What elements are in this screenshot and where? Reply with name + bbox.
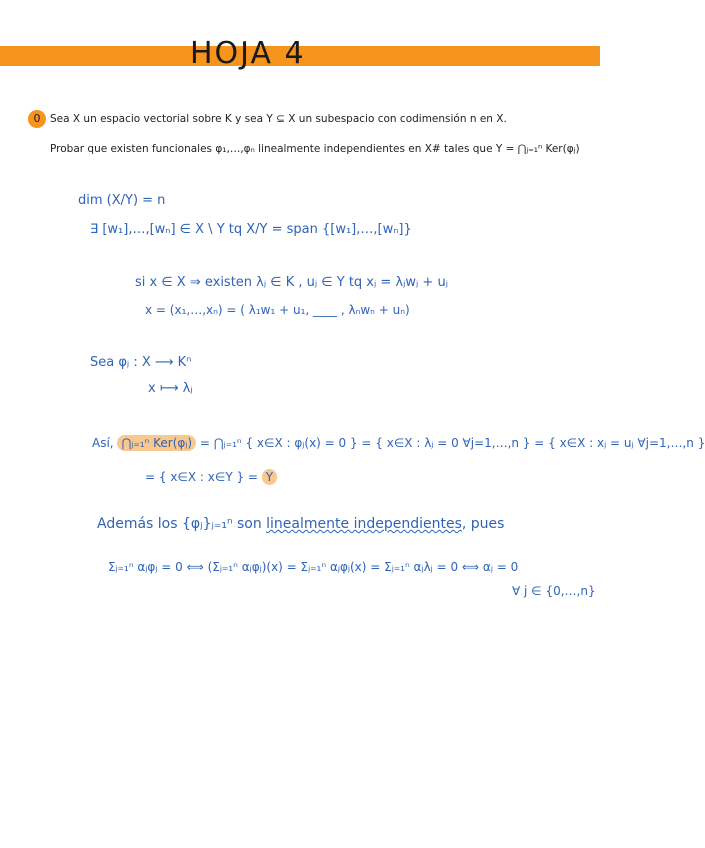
proof-line-define-functional: Sea φⱼ : X ⟶ Kⁿ: [90, 355, 192, 370]
proof-line-functional-map: x ⟼ λⱼ: [148, 381, 193, 396]
proof-line-coordinates: x = (x₁,…,xₙ) = ( λ₁w₁ + u₁, ____ , λₙwₙ + uₙ): [145, 303, 410, 317]
proof-line-decomposition: si x ∈ X ⇒ existen λⱼ ∈ K , uⱼ ∈ Y tq xⱼ = λⱼwⱼ + uⱼ: [135, 275, 448, 290]
kernel-intersection-highlight: ⋂ⱼ₌₁ⁿ Ker(φⱼ): [117, 435, 196, 451]
proof-line-forall: ∀ j ∈ {0,…,n}: [512, 584, 596, 598]
page-title: HOJA 4: [190, 36, 306, 71]
proof-line-independence: [97, 516, 504, 532]
proof-line-intersection: [92, 436, 705, 450]
proof-line-linear-combination: Σⱼ₌₁ⁿ αⱼφⱼ = 0 ⟺ (Σⱼ₌₁ⁿ αⱼφⱼ)(x) = Σⱼ₌₁ⁿ αⱼφⱼ(x) = Σⱼ₌₁ⁿ αⱼλⱼ = 0 ⟺ αⱼ = 0: [108, 560, 519, 574]
problem-statement-line-2: Probar que existen funcionales φ₁,…,φₙ linealmente independientes en X# tales que Y = ⋂ⱼ₌₁ⁿ Ker(φⱼ): [50, 143, 580, 155]
y-highlight: Y: [262, 469, 277, 485]
linealmente-independientes-text: linealmente independientes: [266, 516, 462, 532]
intersection-equalities: = ⋂ⱼ₌₁ⁿ { x∈X : φⱼ(x) = 0 } = { x∈X : λⱼ = 0 ∀j=1,…,n } = { x∈X : xⱼ = uⱼ ∀j=1,…,n }: [199, 436, 705, 450]
ademas-text: Además los {φⱼ}ⱼ₌₁ⁿ son: [97, 516, 262, 532]
pues-text: , pues: [461, 516, 505, 532]
problem-statement-line-1: Sea X un espacio vectorial sobre K y sea Y ⊆ X un subespacio con codimensión n en X.: [50, 113, 507, 125]
proof-line-dim: dim (X/Y) = n: [78, 193, 166, 208]
proof-line-basis: ∃ [w₁],…,[wₙ] ∈ X \ Y tq X/Y = span {[w₁],…,[wₙ]}: [90, 222, 412, 237]
set-equals-y: = { x∈X : x∈Y } =: [145, 470, 258, 484]
asi-label: Así,: [92, 436, 114, 450]
problem-number-badge: 0: [28, 110, 46, 128]
proof-line-equals-y: [145, 470, 277, 484]
